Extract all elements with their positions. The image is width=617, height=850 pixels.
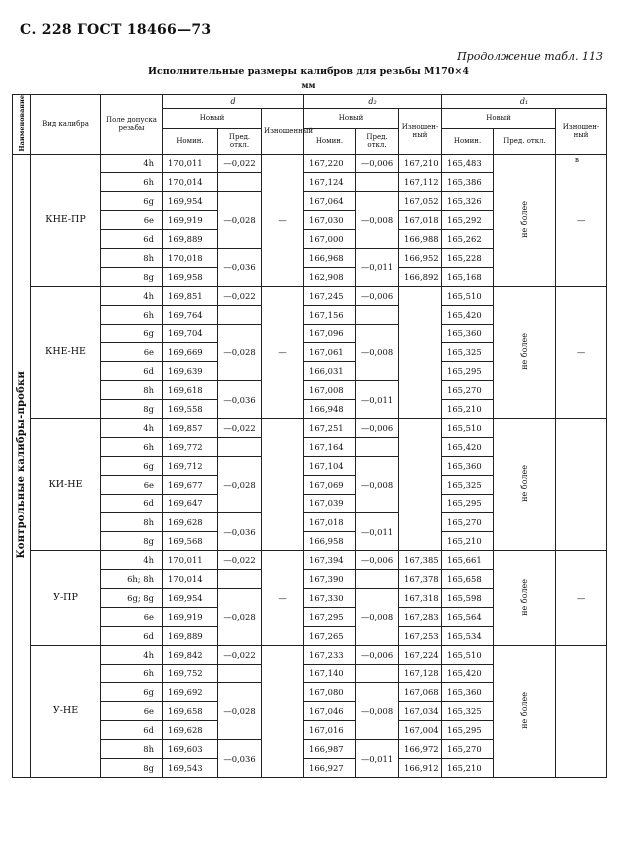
d2-deviation: —0,006 (356, 154, 399, 173)
tolerance: 6g (101, 324, 163, 343)
d1-nominal: 165,510 (442, 286, 494, 305)
d2-worn: 167,004 (399, 721, 442, 740)
d2-worn: 167,128 (399, 664, 442, 683)
d-nominal: 169,919 (163, 211, 218, 230)
d2-deviation: —0,011 (356, 740, 399, 778)
d2-worn: 167,068 (399, 683, 442, 702)
d2-deviation: —0,006 (356, 551, 399, 570)
d2-nominal: 166,987 (304, 740, 356, 759)
tolerance: 8h (101, 740, 163, 759)
continuation-note: Продолжение табл. 113 (457, 50, 603, 63)
d1-nominal: 165,420 (442, 664, 494, 683)
d1-worn-header: Изношен-ный (556, 109, 607, 155)
d-deviation: —0,028 (218, 588, 262, 645)
d1-header: d₁ (442, 95, 607, 109)
d2-nominal: 167,061 (304, 343, 356, 362)
tolerance: 4h (101, 154, 163, 173)
table-title: Исполнительные размеры калибров для резьбы М170×4 (148, 66, 469, 77)
d1-nominal: 165,325 (442, 475, 494, 494)
d2-new-header: Новый (304, 109, 399, 129)
d1-worn: — (556, 286, 607, 418)
d2-nominal: 167,016 (304, 721, 356, 740)
d-worn: — (262, 551, 304, 645)
d2-deviation: —0,008 (356, 456, 399, 513)
tolerance: 8h (101, 248, 163, 267)
d2-nominal: 167,390 (304, 570, 356, 589)
pole-header: Поле допуска резьбы (101, 95, 163, 155)
d-worn: — (262, 154, 304, 286)
tolerance: 6g; 8g (101, 588, 163, 607)
d2-nominal: 167,265 (304, 626, 356, 645)
d2-deviation: —0,011 (356, 513, 399, 551)
tolerance: 6d (101, 721, 163, 740)
d-deviation: —0,028 (218, 456, 262, 513)
d1-dev-header: Пред. откл. (494, 128, 556, 154)
d1-nominal: 165,270 (442, 513, 494, 532)
d2-nominal: 167,018 (304, 513, 356, 532)
d-nominal: 169,647 (163, 494, 218, 513)
d2-nominal: 166,927 (304, 759, 356, 778)
gauge-type: У-ПР (31, 551, 101, 645)
d1-limit: не более (494, 551, 556, 645)
d2-nominal: 167,140 (304, 664, 356, 683)
d-header: d (163, 95, 304, 109)
d-nominal: 169,639 (163, 362, 218, 381)
d-nominal: 170,011 (163, 551, 218, 570)
tolerance: 8g (101, 400, 163, 419)
d2-worn: 167,112 (399, 173, 442, 192)
d2-nominal: 166,968 (304, 248, 356, 267)
tolerance: 4h (101, 418, 163, 437)
tolerance: 6h (101, 305, 163, 324)
tolerance: 8h (101, 381, 163, 400)
d-worn: — (262, 286, 304, 418)
d2-deviation: —0,008 (356, 192, 399, 249)
d-nominal: 169,712 (163, 456, 218, 475)
d-deviation (218, 437, 262, 456)
d1-nominal: 165,510 (442, 418, 494, 437)
d2-nominal: 167,394 (304, 551, 356, 570)
d1-nominal: 165,534 (442, 626, 494, 645)
d-deviation: —0,022 (218, 551, 262, 570)
d2-nominal: 167,039 (304, 494, 356, 513)
d-deviation: —0,036 (218, 248, 262, 286)
d2-worn: 167,378 (399, 570, 442, 589)
d2-worn: 167,385 (399, 551, 442, 570)
tolerance: 6e (101, 607, 163, 626)
d-nominal: 169,603 (163, 740, 218, 759)
d-nominal: 169,954 (163, 192, 218, 211)
d1-limit: не более (494, 418, 556, 550)
d-deviation (218, 173, 262, 192)
d-deviation: —0,028 (218, 192, 262, 249)
d-worn (262, 645, 304, 777)
d2-nominal: 167,064 (304, 192, 356, 211)
d2-nominal: 167,220 (304, 154, 356, 173)
d1-new-header: Новый (442, 109, 556, 129)
tolerance: 6d (101, 494, 163, 513)
tolerance: 6h (101, 173, 163, 192)
d-deviation: —0,028 (218, 324, 262, 381)
d1-nom-header: Номин. (442, 128, 494, 154)
d2-nominal: 167,008 (304, 381, 356, 400)
d2-worn: 166,952 (399, 248, 442, 267)
tolerance: 4h (101, 551, 163, 570)
d-nominal: 170,014 (163, 173, 218, 192)
d-deviation: —0,022 (218, 286, 262, 305)
d1-nominal: 165,210 (442, 400, 494, 419)
d-nominal: 169,889 (163, 626, 218, 645)
tolerance: 6e (101, 475, 163, 494)
d1-nominal: 165,295 (442, 494, 494, 513)
d-deviation: —0,028 (218, 683, 262, 740)
d2-deviation (356, 173, 399, 192)
d1-nominal: 165,228 (442, 248, 494, 267)
d2-worn: 167,283 (399, 607, 442, 626)
d-nominal: 169,958 (163, 267, 218, 286)
d1-nominal: 165,598 (442, 588, 494, 607)
d2-worn: 166,912 (399, 759, 442, 778)
d2-nominal: 167,245 (304, 286, 356, 305)
d-nominal: 169,919 (163, 607, 218, 626)
d2-worn: 167,018 (399, 211, 442, 230)
table-row (13, 645, 607, 664)
tolerance: 6d (101, 362, 163, 381)
d2-worn: 166,892 (399, 267, 442, 286)
d1-nominal: 165,360 (442, 456, 494, 475)
d-worn (262, 418, 304, 550)
d2-nominal: 167,069 (304, 475, 356, 494)
d2-nominal: 166,958 (304, 532, 356, 551)
d2-deviation: —0,011 (356, 381, 399, 419)
tolerance: 6h; 8h (101, 570, 163, 589)
d-deviation (218, 664, 262, 683)
d1-nominal: 165,420 (442, 305, 494, 324)
d2-nominal: 167,104 (304, 456, 356, 475)
d-deviation: —0,022 (218, 645, 262, 664)
tolerance: 6d (101, 626, 163, 645)
d-deviation: —0,036 (218, 381, 262, 419)
d-deviation: —0,022 (218, 418, 262, 437)
d2-worn: 167,052 (399, 192, 442, 211)
d-nominal: 169,954 (163, 588, 218, 607)
d-nominal: 170,014 (163, 570, 218, 589)
table-row (13, 418, 607, 437)
d1-worn: — (556, 551, 607, 645)
d2-deviation (356, 437, 399, 456)
d2-worn: 166,988 (399, 230, 442, 249)
d1-worn (556, 418, 607, 550)
d1-nominal: 165,295 (442, 362, 494, 381)
d-nominal: 169,851 (163, 286, 218, 305)
d1-nominal: 165,386 (442, 173, 494, 192)
d1-nominal: 165,420 (442, 437, 494, 456)
tolerance: 8g (101, 267, 163, 286)
d-deviation (218, 305, 262, 324)
d1-nominal: 165,168 (442, 267, 494, 286)
vid-header: Вид калибра (31, 95, 101, 155)
d-nominal: 170,011 (163, 154, 218, 173)
d2-worn: 167,034 (399, 702, 442, 721)
d-nominal: 169,558 (163, 400, 218, 419)
d-nominal: 169,842 (163, 645, 218, 664)
d1-nominal: 165,326 (442, 192, 494, 211)
d1-nominal: 165,262 (442, 230, 494, 249)
d2-worn: 167,318 (399, 588, 442, 607)
table-row (13, 286, 607, 305)
d-nominal: 169,669 (163, 343, 218, 362)
d2-deviation: —0,006 (356, 418, 399, 437)
d2-dev-header: Пред. откл. (356, 128, 399, 154)
d-nominal: 169,677 (163, 475, 218, 494)
corner-mark: в (575, 156, 579, 164)
d2-worn: 167,253 (399, 626, 442, 645)
naim-header: Наименование (13, 95, 31, 155)
d-nominal: 169,889 (163, 230, 218, 249)
gauge-type: КНЕ-ПР (31, 154, 101, 286)
tolerance: 6g (101, 456, 163, 475)
d2-nominal: 167,096 (304, 324, 356, 343)
d1-nominal: 165,564 (442, 607, 494, 626)
d-new-header: Новый (163, 109, 262, 129)
d2-nominal: 167,164 (304, 437, 356, 456)
d2-deviation (356, 570, 399, 589)
d2-nominal: 167,295 (304, 607, 356, 626)
d-deviation (218, 570, 262, 589)
d1-limit: не более (494, 286, 556, 418)
d1-nominal: 165,510 (442, 645, 494, 664)
tolerance: 8g (101, 759, 163, 778)
d1-nominal: 165,325 (442, 702, 494, 721)
d-nominal: 169,772 (163, 437, 218, 456)
d-nom-header: Номин. (163, 128, 218, 154)
table-row (13, 551, 607, 570)
d2-nominal: 167,080 (304, 683, 356, 702)
d2-nominal: 166,031 (304, 362, 356, 381)
tolerance: 8g (101, 532, 163, 551)
d2-nominal: 167,030 (304, 211, 356, 230)
d1-worn: — (556, 154, 607, 286)
d2-header: d₂ (304, 95, 442, 109)
tolerance: 6e (101, 211, 163, 230)
d1-nominal: 165,661 (442, 551, 494, 570)
d-nominal: 169,857 (163, 418, 218, 437)
group-label: Контрольные калибры-пробки (13, 154, 31, 777)
d2-nominal: 162,908 (304, 267, 356, 286)
d-nominal: 169,568 (163, 532, 218, 551)
d1-nominal: 165,270 (442, 381, 494, 400)
d1-nominal: 165,325 (442, 343, 494, 362)
d2-deviation (356, 664, 399, 683)
tolerance: 4h (101, 645, 163, 664)
d2-nominal: 167,156 (304, 305, 356, 324)
d1-nominal: 165,360 (442, 683, 494, 702)
gauge-dimensions-table (12, 94, 607, 778)
d-nominal: 169,704 (163, 324, 218, 343)
page-header: С. 228 ГОСТ 18466—73 (20, 22, 212, 38)
table-row (13, 154, 607, 173)
d2-worn (399, 418, 442, 550)
d-nominal: 169,658 (163, 702, 218, 721)
d-dev-header: Пред. откл. (218, 128, 262, 154)
d2-nominal: 166,948 (304, 400, 356, 419)
d1-nominal: 165,210 (442, 759, 494, 778)
tolerance: 8h (101, 513, 163, 532)
tolerance: 6g (101, 192, 163, 211)
gauge-type: КНЕ-НЕ (31, 286, 101, 418)
d2-deviation: —0,008 (356, 324, 399, 381)
d2-worn: 166,972 (399, 740, 442, 759)
tolerance: 6e (101, 343, 163, 362)
d2-deviation: —0,006 (356, 286, 399, 305)
d-nominal: 169,543 (163, 759, 218, 778)
d-deviation: —0,036 (218, 513, 262, 551)
gauge-type: КИ-НЕ (31, 418, 101, 550)
tolerance: 6d (101, 230, 163, 249)
d2-deviation: —0,006 (356, 645, 399, 664)
gauge-type: У-НЕ (31, 645, 101, 777)
d1-worn (556, 645, 607, 777)
d1-nominal: 165,292 (442, 211, 494, 230)
d2-worn: 167,210 (399, 154, 442, 173)
d2-nominal: 167,330 (304, 588, 356, 607)
d2-nominal: 167,124 (304, 173, 356, 192)
d1-nominal: 165,360 (442, 324, 494, 343)
table-unit: мм (301, 80, 316, 90)
d-nominal: 170,018 (163, 248, 218, 267)
d-nominal: 169,764 (163, 305, 218, 324)
d-nominal: 169,692 (163, 683, 218, 702)
d-worn-header: Изношенный (262, 109, 304, 155)
tolerance: 6h (101, 437, 163, 456)
d1-nominal: 165,658 (442, 570, 494, 589)
d1-nominal: 165,483 (442, 154, 494, 173)
tolerance: 6e (101, 702, 163, 721)
d1-nominal: 165,270 (442, 740, 494, 759)
d2-worn-header: Изношен-ный (399, 109, 442, 155)
tolerance: 4h (101, 286, 163, 305)
d2-deviation: —0,011 (356, 248, 399, 286)
d1-nominal: 165,295 (442, 721, 494, 740)
d-nominal: 169,628 (163, 513, 218, 532)
d-deviation: —0,036 (218, 740, 262, 778)
d2-nominal: 167,233 (304, 645, 356, 664)
d1-limit: не более (494, 154, 556, 286)
d2-nom-header: Номин. (304, 128, 356, 154)
d-nominal: 169,618 (163, 381, 218, 400)
d1-nominal: 165,210 (442, 532, 494, 551)
d-nominal: 169,628 (163, 721, 218, 740)
d2-deviation: —0,008 (356, 683, 399, 740)
d2-worn: 167,224 (399, 645, 442, 664)
d2-nominal: 167,046 (304, 702, 356, 721)
d2-nominal: 167,000 (304, 230, 356, 249)
d-deviation: —0,022 (218, 154, 262, 173)
tolerance: 6h (101, 664, 163, 683)
d2-nominal: 167,251 (304, 418, 356, 437)
d-nominal: 169,752 (163, 664, 218, 683)
d2-worn (399, 286, 442, 418)
d1-limit: не более (494, 645, 556, 777)
d2-deviation (356, 305, 399, 324)
tolerance: 6g (101, 683, 163, 702)
d2-deviation: —0,008 (356, 588, 399, 645)
